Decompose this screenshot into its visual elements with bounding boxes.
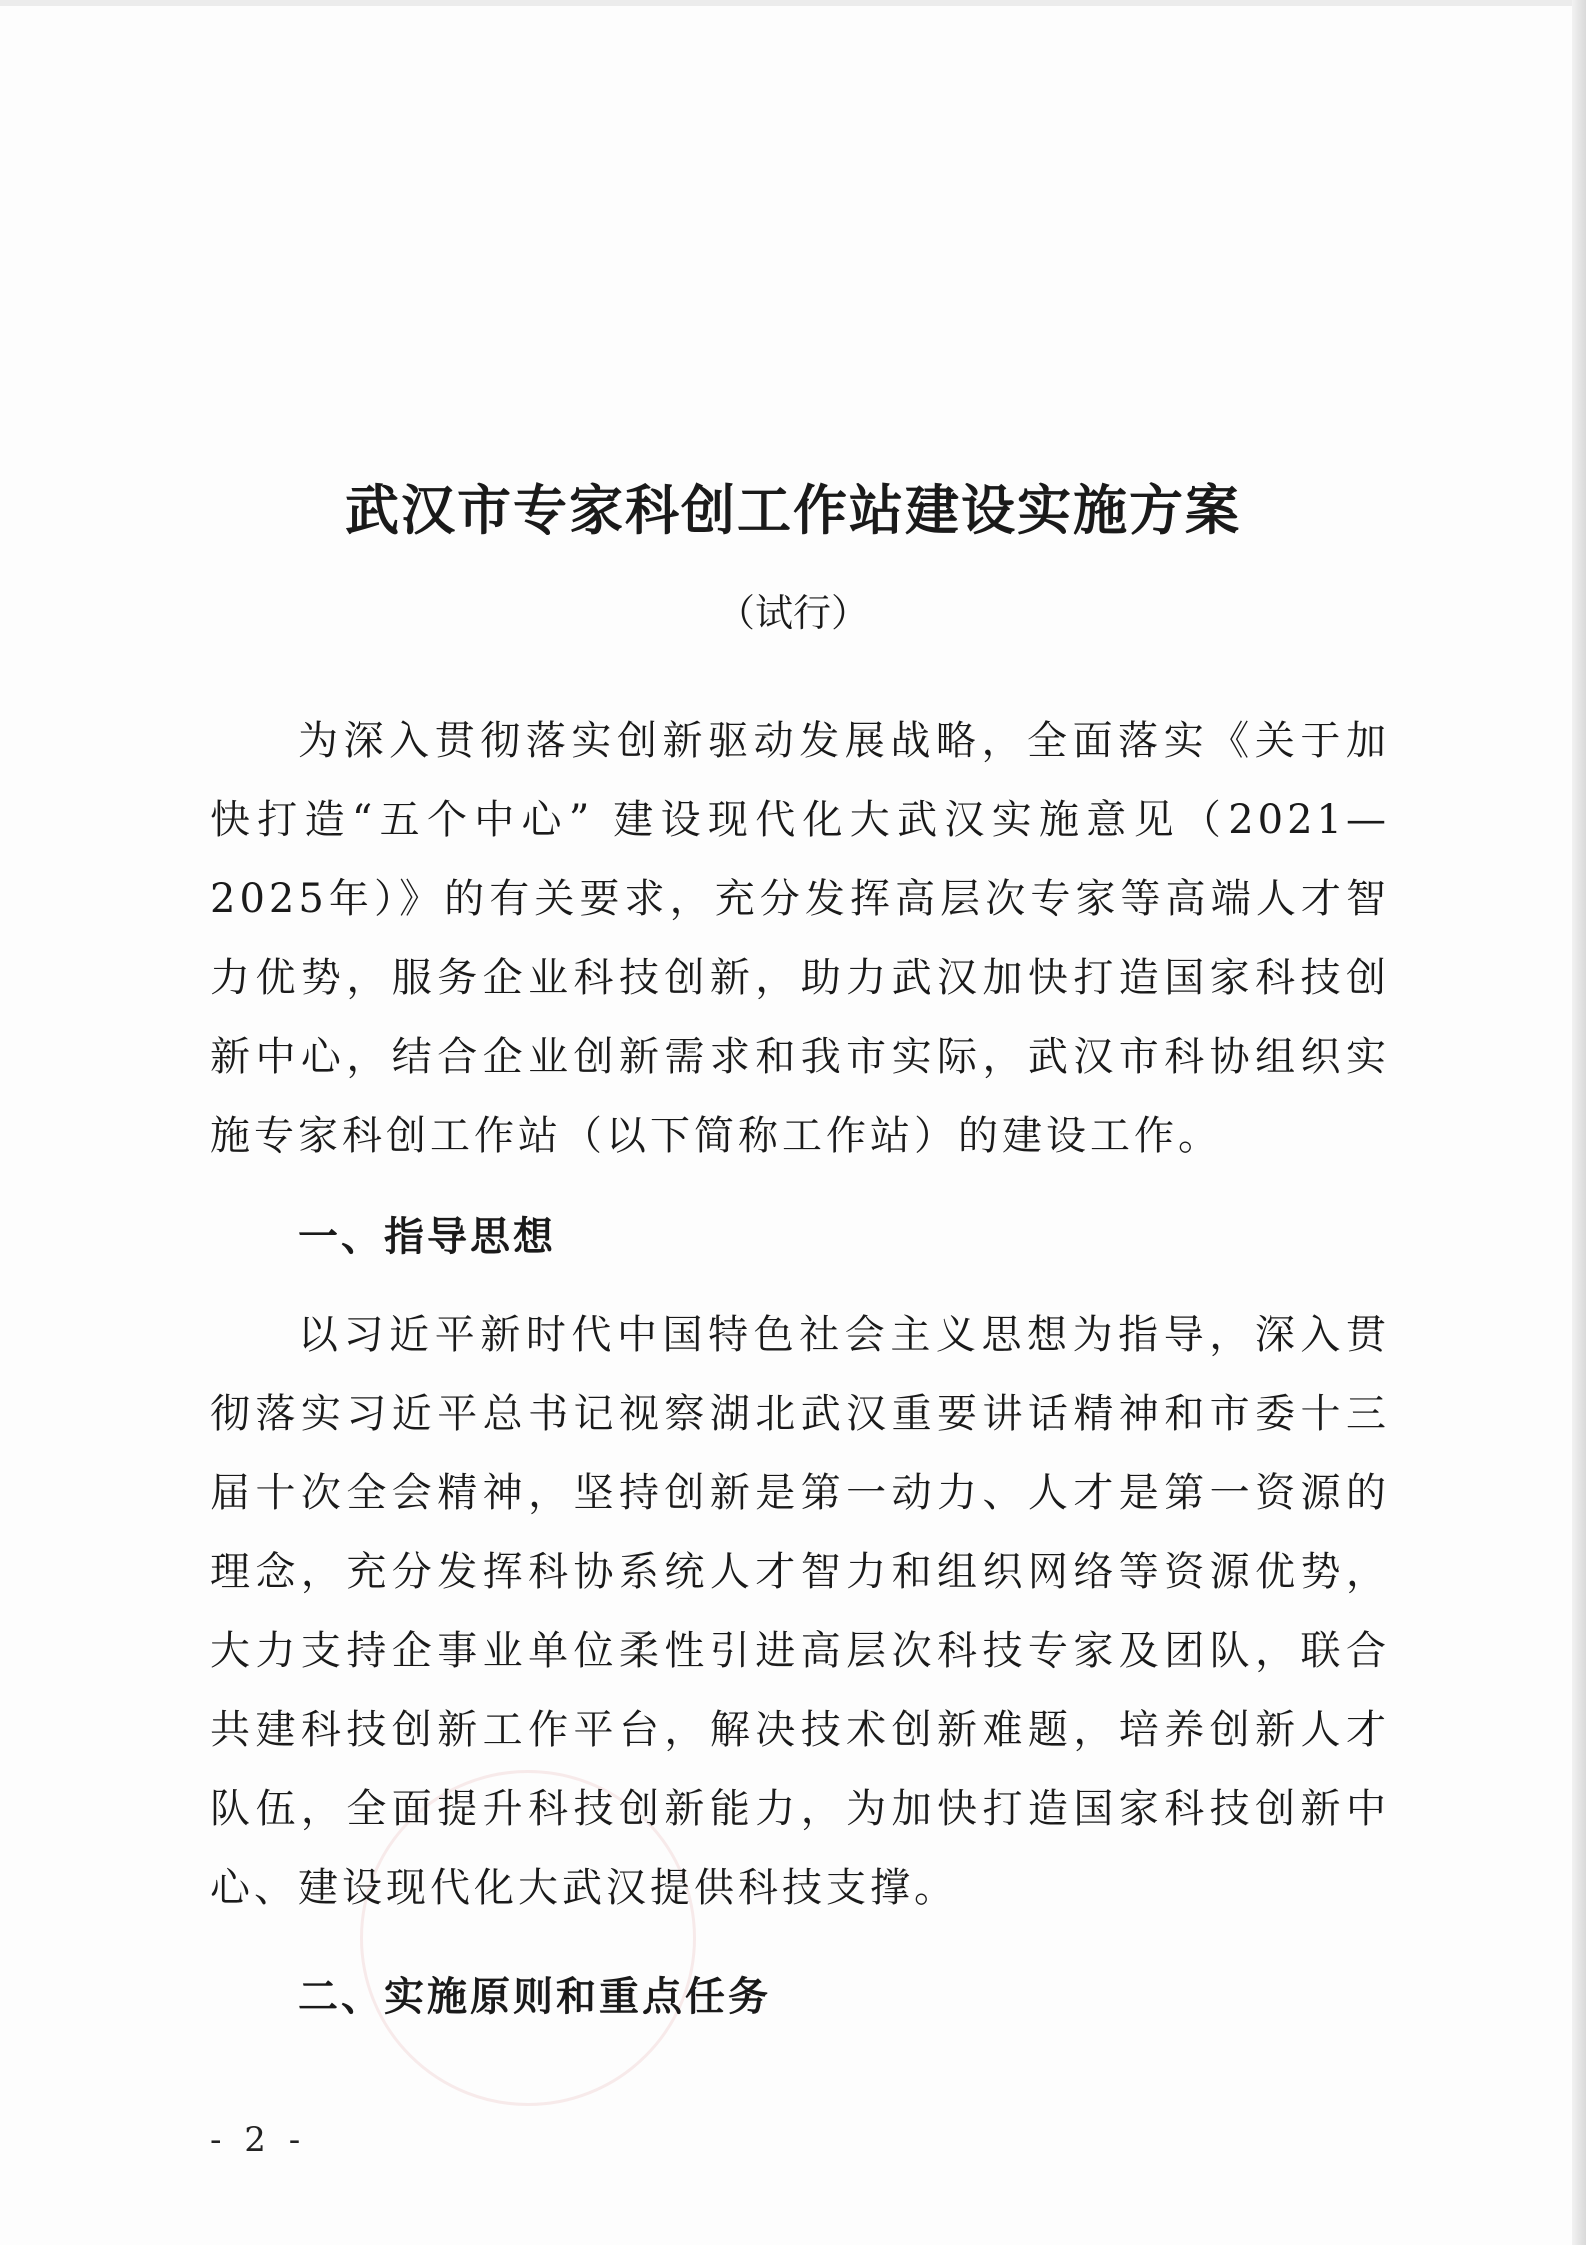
section-heading-guiding-thought: 一、指导思想 bbox=[298, 1214, 556, 1260]
document-subtitle: （试行） bbox=[716, 591, 869, 635]
document-title: 武汉市专家科创工作站建设实施方案 bbox=[345, 478, 1241, 542]
scan-right-edge bbox=[1572, 0, 1586, 2245]
section-heading-principles-tasks: 二、实施原则和重点任务 bbox=[298, 1974, 771, 2020]
page-number: - 2 - bbox=[210, 2120, 307, 2160]
section-body-guiding-thought: 以习近平新时代中国特色社会主义思想为指导，深入贯彻落实习近平总书记视察湖北武汉重要讲话精神和市委十三届十次全会精神，坚持创新是第一动力、人才是第一资源的理念，充分发挥科协系统人才智力和组织网络等资源优势，大力支持企事业单位柔性引进高层次科技专家及团队，联合共建科技创新工作平台，解决技术创新难题，培养创新人才队伍，全面提升科技创新能力，为加快打造国家科技创新中心、建设现代化大武汉提供科技支撑。 bbox=[210, 1312, 1390, 1911]
scan-top-edge bbox=[0, 0, 1586, 6]
intro-paragraph: 为深入贯彻落实创新驱动发展战略，全面落实《关于加快打造“五个中心” 建设现代化大武汉实施意见（2021—2025年）》的有关要求，充分发挥高层次专家等高端人才智力优势，服务企业科技创新，助力武汉加快打造国家科技创新中心，结合企业创新需求和我市实际，武汉市科协组织实施专家科创工作站（以下简称工作站）的建设工作。 bbox=[210, 718, 1390, 1159]
